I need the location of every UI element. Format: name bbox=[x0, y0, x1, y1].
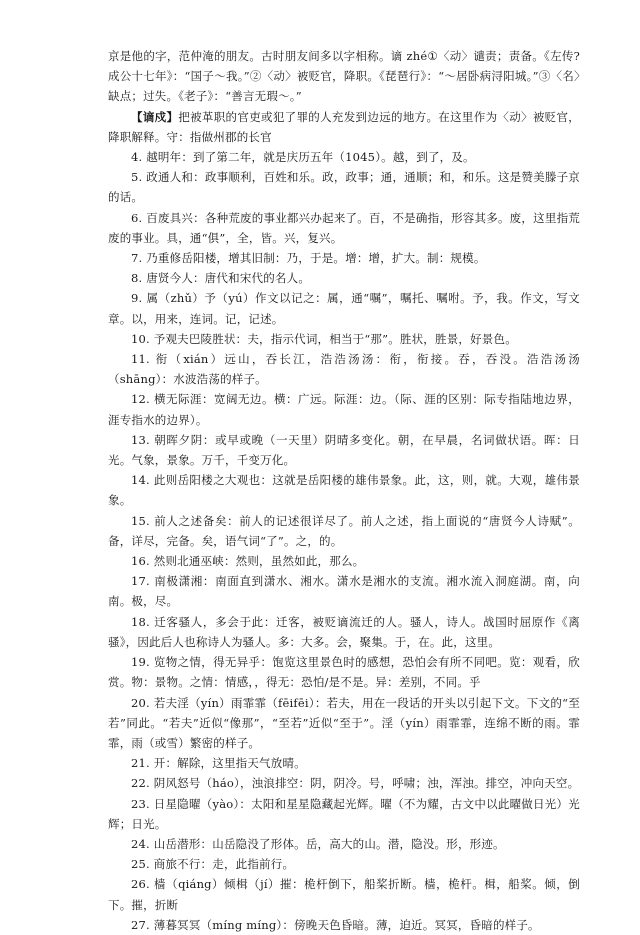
note-7: 7. 乃重修岳阳楼，增其旧制：乃，于是。增：增，扩大。制：规模。 bbox=[131, 251, 486, 266]
note-23: 23. 日星隐曜（yào）：太阳和星星隐藏起光辉。曜（不为耀，古文中以此曜做日光）光辉；日光。 bbox=[108, 796, 580, 831]
paragraph-text: 把被革职的官吏或犯了罪的人充发到边远的地方。在这里作为〈动〉被贬官，降职解释。守：指做州郡的长官 bbox=[108, 109, 580, 144]
note-9: 9. 属（zhǔ）予（yú）作文以记之：属，通“嘱”，嘱托、嘱咐。予，我。作文，写文章。以，用来，连词。记，记述。 bbox=[108, 291, 580, 326]
note-6: 6. 百废具兴：各种荒废的事业都兴办起来了。百，不是确指，形容其多。废，这里指荒废的事业。具，通“俱”，全，皆。兴，复兴。 bbox=[108, 210, 580, 245]
note-24: 24. 山岳潜形：山岳隐没了形体。岳，高大的山。潜，隐没。形，形迹。 bbox=[131, 836, 505, 851]
note-4: 4. 越明年：到了第二年，就是庆历五年（1045）。越，到了，及。 bbox=[131, 150, 475, 165]
note-25: 25. 商旅不行：走，此指前行。 bbox=[131, 857, 295, 872]
note-21: 21. 开：解除，这里指天气放晴。 bbox=[131, 756, 306, 771]
note-13: 13. 朝晖夕阴：或早或晚（一天里）阴晴多变化。朝，在早晨，名词做状语。晖：日光。气象，景象。万千，千变万化。 bbox=[108, 432, 580, 468]
note-16: 16. 然则北通巫峡：然则，虽然如此，那么。 bbox=[131, 554, 365, 569]
note-15: 15. 前人之述备矣：前人的记述很详尽了。前人之述，指上面说的“唐贤今人诗赋”。备，详尽，完备。矣，语气词“了”。之，的。 bbox=[108, 513, 580, 548]
note-19: 19. 览物之情，得无异乎：饱览这里景色时的感想，恐怕会有所不同吧。览：观看，欣赏。物：景物。之情：情感，，得无：恐怕/是不是。异：差别，不同。乎 bbox=[108, 655, 580, 690]
note-27: 27. 薄暮冥冥（míng míng）：傍晚天色昏暗。薄，迫近。冥冥，昏暗的样子。 bbox=[131, 917, 540, 932]
note-20: 20. 若夫淫（yín）雨霏霏（fēifēi）：若夫，用在一段话的开头以引起下文。下文的“至若”同此。“若夫”近似“像那”，“至若”近似“至于”。淫（yín）雨霏霏，连绵不断的雨。霏霏，雨（或雪）繁密的样子。 bbox=[108, 695, 580, 750]
term-tag: 【谪戍】 bbox=[131, 109, 179, 124]
note-5: 5. 政通人和：政事顺利，百姓和乐。政，政事；通，通顺；和，和乐。这是赞美滕子京的话。 bbox=[108, 170, 580, 205]
note-11: 11. 衔（xián）远山，吞长江，浩浩汤汤：衔，衔接。吞，吞没。浩浩汤汤（shāng）：水波浩荡的样子。 bbox=[108, 352, 580, 387]
note-22: 22. 阴风怒号（háo），浊浪排空：阴，阴冷。号，呼啸；浊，浑浊。排空，冲向天空。 bbox=[131, 776, 580, 791]
paragraph: 京是他的字，范仲淹的朋友。古时朋友间多以字相称。谪 zhé①〈动〉谴责；责备。《左传?成公十七年》：“国子～我。”②〈动〉被贬官，降职。《琵琶行》：“～居卧病浔阳城。”③〈名〉缺点；过失。《老子》：“善言无瑕～。” bbox=[108, 49, 580, 104]
note-18: 18. 迁客骚人，多会于此：迁客，被贬谪流迁的人。骚人，诗人。战国时屈原作《离骚》，因此后人也称诗人为骚人。多：大多。会，聚集。于，在。此，这里。 bbox=[108, 614, 580, 649]
note-12: 12. 横无际涯：宽阔无边。横：广远。际涯：边。（际、涯的区别：际专指陆地边界，涯专指水的边界）。 bbox=[108, 392, 580, 427]
note-17: 17. 南极潇湘：南面直到潇水、湘水。潇水是湘水的支流。湘水流入洞庭湖。南，向南。极，尽。 bbox=[108, 574, 580, 609]
note-14: 14. 此则岳阳楼之大观也：这就是岳阳楼的雄伟景象。此，这，则，就。大观，雄伟景象。 bbox=[108, 473, 580, 508]
paragraph bbox=[108, 107, 580, 147]
note-8: 8. 唐贤今人：唐代和宋代的名人。 bbox=[131, 271, 311, 286]
note-10: 10. 予观夫巴陵胜状：夫，指示代词，相当于“那”。胜状，胜景，好景色。 bbox=[131, 331, 517, 346]
note-26: 26. 樯（qiáng）倾楫（jí）摧：桅杆倒下，船桨折断。樯，桅杆。楫，船桨。倾，倒下。摧，折断 bbox=[108, 877, 580, 912]
